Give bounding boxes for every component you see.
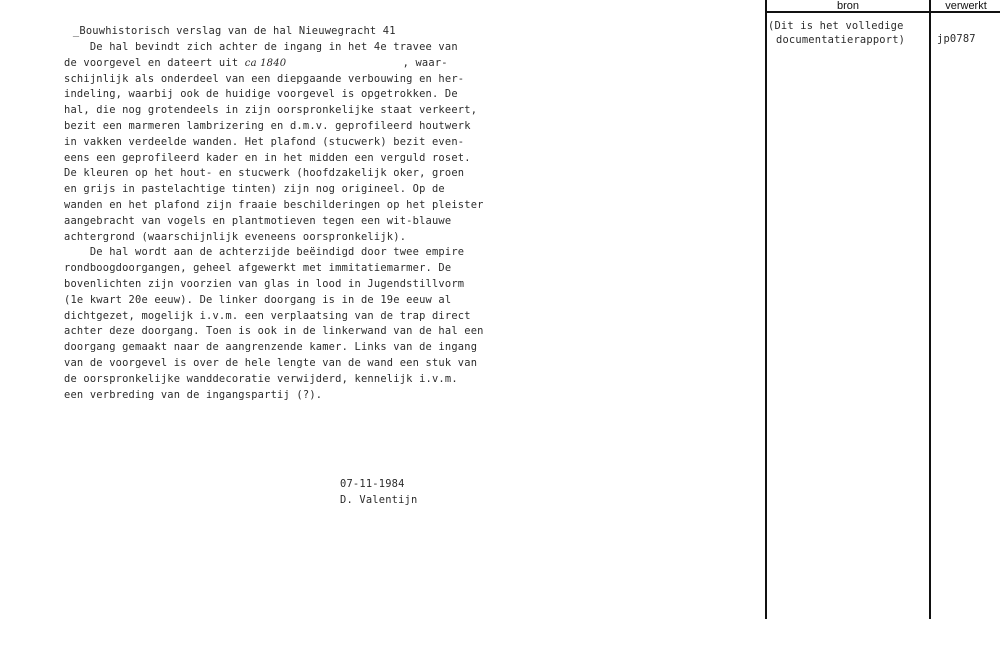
body-line: in vakken verdeelde wanden. Het plafond (stucwerk) bezit even- [64,135,465,148]
body-line-with-handwriting: de voorgevel en dateert uit ca 1840 , waar- [64,56,448,69]
body-line: (1e kwart 20e eeuw). De linker doorgang is in de 19e eeuw al [64,293,452,306]
report-date: 07-11-1984 [340,478,405,490]
document-title: _Bouwhistorisch verslag van de hal Nieuwegracht 41 [72,25,396,37]
body-line: bovenlichten zijn voorzien van glas in lood in Jugendstillvorm [64,277,465,290]
body-line: achter deze doorgang. Toen is ook in de linkerwand van de hal een [64,325,484,338]
form-middle-rule [929,0,931,619]
body-line: wanden en het plafond zijn fraaie beschilderingen op het pleister [64,198,484,211]
form-left-rule [765,0,767,619]
signature-block [340,477,417,508]
bron-cell [768,19,905,47]
body-line: aangebracht van vogels en plantmotieven tegen een wit-blauwe [64,214,452,227]
title-dash: _ [72,25,80,37]
body-line: en grijs in pastelachtige tinten) zijn nog origineel. Op de [64,183,445,196]
bron-line-1: (Dit is het volledige [768,20,904,32]
body-line: schijnlijk als onderdeel van een diepgaande verbouwing en her- [64,72,465,85]
body-line: achtergrond (waarschijnlijk eveneens oorspronkelijk). [64,230,407,243]
body-line: indeling, waarbij ook de huidige voorgevel is opgetrokken. De [64,88,458,101]
header-bron: bron [836,0,860,12]
body-line: van de voorgevel is over de hele lengte van de wand een stuk van [64,356,478,369]
document-body [64,40,484,403]
body-line: eens een geprofileerd kader en in het midden een verguld roset. [64,151,471,164]
report-author: D. Valentijn [340,493,418,506]
body-line: De kleuren op het hout- en stucwerk (hoofdzakelijk oker, groen [64,167,465,180]
handwritten-date: ca 1840 [244,57,287,69]
header-verwerkt: verwerkt [945,0,987,12]
body-line: rondboogdoorgangen, geheel afgewerkt met immitatiemarmer. De [64,262,452,275]
verwerkt-cell: jp0787 [937,33,976,45]
body-line: dichtgezet, mogelijk i.v.m. een verplaatsing van de trap direct [64,309,471,322]
body-line: doorgang gemaakt naar de aangrenzende kamer. Links van de ingang [64,341,478,354]
body-line: De hal bevindt zich achter de ingang in het 4e travee van [89,41,458,53]
body-line: de oorspronkelijke wanddecoratie verwijderd, kennelijk i.v.m. [64,372,458,385]
body-line: De hal wordt aan de achterzijde beëindigd door twee empire [89,246,465,259]
body-line: bezit een marmeren lambrizering en d.m.v. geprofileerd houtwerk [64,119,471,132]
bron-line-2: documentatierapport) [776,34,906,46]
body-line: een verbreding van de ingangspartij (?). [64,388,323,401]
body-line: hal, die nog grotendeels in zijn oorspronkelijke staat verkeert, [64,104,478,117]
